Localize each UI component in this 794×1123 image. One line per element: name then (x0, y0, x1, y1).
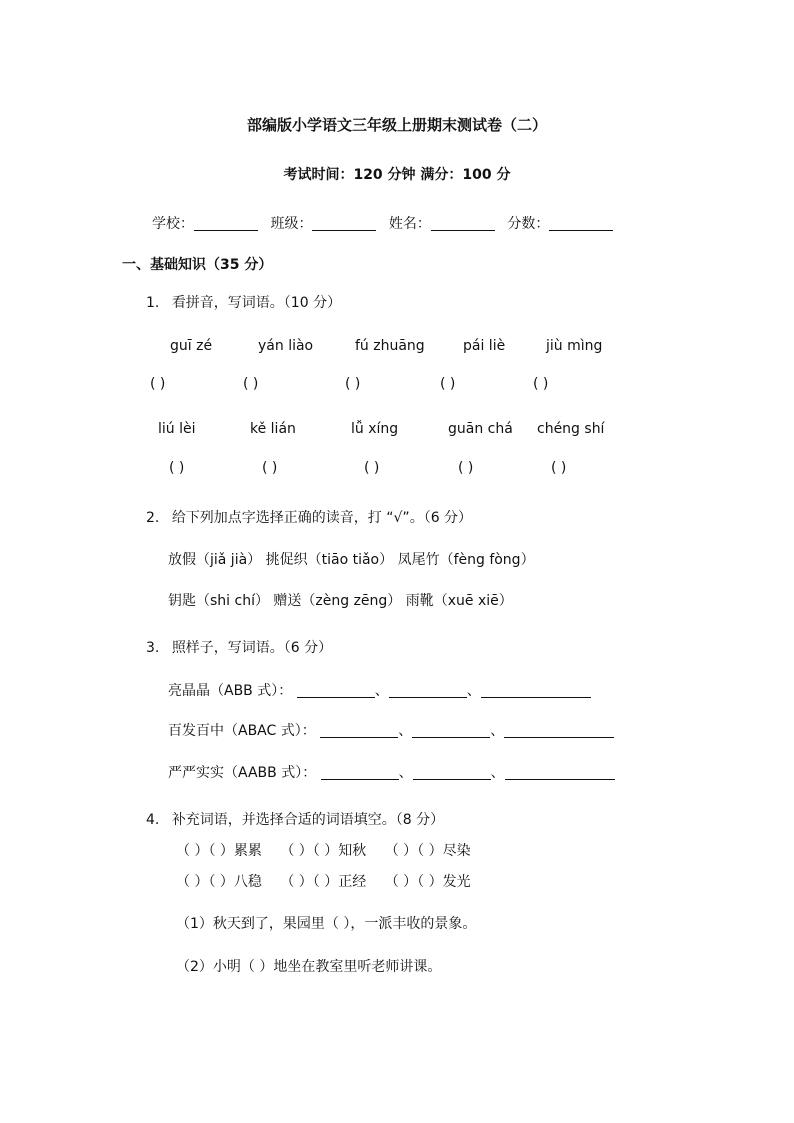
separator: 、 (466, 683, 481, 699)
word-pattern-row (168, 720, 614, 740)
school-blank[interactable] (194, 216, 258, 231)
question-number: 1. (146, 295, 160, 311)
pattern-label: 亮晶晶（ABB 式）： (168, 683, 293, 699)
idiom-blank[interactable]: （ ）（ ） (384, 843, 443, 859)
pinyin-item: yán liào (258, 338, 314, 354)
answer-blank[interactable]: ( ) (243, 376, 259, 392)
question-3 (146, 637, 332, 657)
answer-blank[interactable]: ( ) (345, 376, 361, 392)
separator: 、 (490, 723, 505, 739)
score-label: 分数： (507, 216, 550, 232)
pinyin-item: guān chá (448, 421, 513, 437)
idiom-word: 八稳 (233, 874, 262, 890)
pinyin-item: kě lián (250, 421, 296, 437)
word-pattern-row (168, 680, 591, 700)
question-number: 2. (146, 510, 160, 526)
pinyin-item: liú lèi (158, 421, 196, 437)
fill-sentence[interactable]: （2）小明（ ）地坐在教室里听老师讲课。 (176, 959, 442, 975)
idiom-blank[interactable]: （ ）（ ） (280, 874, 339, 890)
idiom-blank[interactable]: （ ）（ ） (384, 874, 443, 890)
question-4 (146, 809, 444, 829)
question-text: 看拼音，写词语。（10 分） (171, 295, 342, 311)
pinyin-item: guī zé (170, 338, 213, 354)
section-heading: 一、基础知识（35 分） (122, 257, 273, 273)
reading-choice-line[interactable]: 钥匙（shi chí） 赠送（zèng zēng） 雨靴（xuē xiē） (168, 593, 513, 609)
answer-line[interactable] (505, 765, 615, 780)
student-info-row (152, 213, 621, 233)
idiom-blank[interactable]: （ ）（ ） (176, 874, 234, 890)
class-label: 班级： (270, 216, 313, 232)
question-1 (146, 292, 341, 312)
name-label: 姓名： (388, 216, 431, 232)
idiom-word: 正经 (338, 874, 367, 890)
question-2 (146, 507, 472, 527)
pinyin-item: chéng shí (537, 421, 605, 437)
answer-blank[interactable]: ( ) (533, 376, 549, 392)
page-title: 部编版小学语文三年级上册期末测试卷（二） (246, 116, 547, 134)
idiom-word: 发光 (442, 874, 471, 890)
pinyin-item: fú zhuāng (355, 338, 425, 354)
question-text: 给下列加点字选择正确的读音，打 “√”。（6 分） (171, 510, 473, 526)
pinyin-item: pái liè (463, 338, 506, 354)
separator: 、 (490, 765, 505, 781)
answer-blank[interactable]: ( ) (169, 460, 185, 476)
idiom-word: 累累 (233, 843, 262, 859)
answer-blank[interactable]: ( ) (458, 460, 474, 476)
answer-line[interactable] (297, 683, 375, 698)
answer-line[interactable] (321, 765, 399, 780)
answer-line[interactable] (412, 723, 490, 738)
answer-blank[interactable]: ( ) (364, 460, 380, 476)
score-blank[interactable] (549, 216, 613, 231)
pinyin-item: jiù mìng (546, 338, 603, 354)
answer-blank[interactable]: ( ) (150, 376, 166, 392)
idiom-word: 尽染 (442, 843, 471, 859)
idiom-blank[interactable]: （ ）（ ） (176, 843, 234, 859)
question-text: 补充词语，并选择合适的词语填空。（8 分） (171, 812, 445, 828)
word-pattern-row (168, 762, 615, 782)
answer-line[interactable] (481, 683, 591, 698)
separator: 、 (398, 765, 413, 781)
answer-line[interactable] (413, 765, 491, 780)
question-number: 4. (146, 812, 160, 828)
answer-blank[interactable]: ( ) (551, 460, 567, 476)
answer-blank[interactable]: ( ) (262, 460, 278, 476)
idiom-fill-row (176, 840, 471, 860)
question-text: 照样子，写词语。（6 分） (171, 640, 333, 656)
answer-line[interactable] (389, 683, 467, 698)
pattern-label: 百发百中（ABAC 式）： (168, 723, 316, 739)
idiom-blank[interactable]: （ ）（ ） (280, 843, 339, 859)
school-label: 学校： (152, 216, 194, 232)
question-number: 3. (146, 640, 160, 656)
separator: 、 (398, 723, 413, 739)
class-blank[interactable] (312, 216, 376, 231)
pattern-label: 严严实实（AABB 式）： (168, 765, 317, 781)
answer-line[interactable] (504, 723, 614, 738)
answer-line[interactable] (320, 723, 398, 738)
fill-sentence[interactable]: （1）秋天到了，果园里（ ），一派丰收的景象。 (176, 916, 477, 932)
idiom-word: 知秋 (338, 843, 367, 859)
reading-choice-line[interactable]: 放假（jiǎ jià） 挑促织（tiāo tiǎo） 凤尾竹（fèng fòng） (168, 552, 535, 568)
exam-info: 考试时间：120 分钟 满分：100 分 (283, 167, 511, 183)
name-blank[interactable] (431, 216, 495, 231)
separator: 、 (374, 683, 389, 699)
answer-blank[interactable]: ( ) (440, 376, 456, 392)
pinyin-item: lǚ xíng (351, 421, 399, 437)
idiom-fill-row (176, 871, 471, 891)
